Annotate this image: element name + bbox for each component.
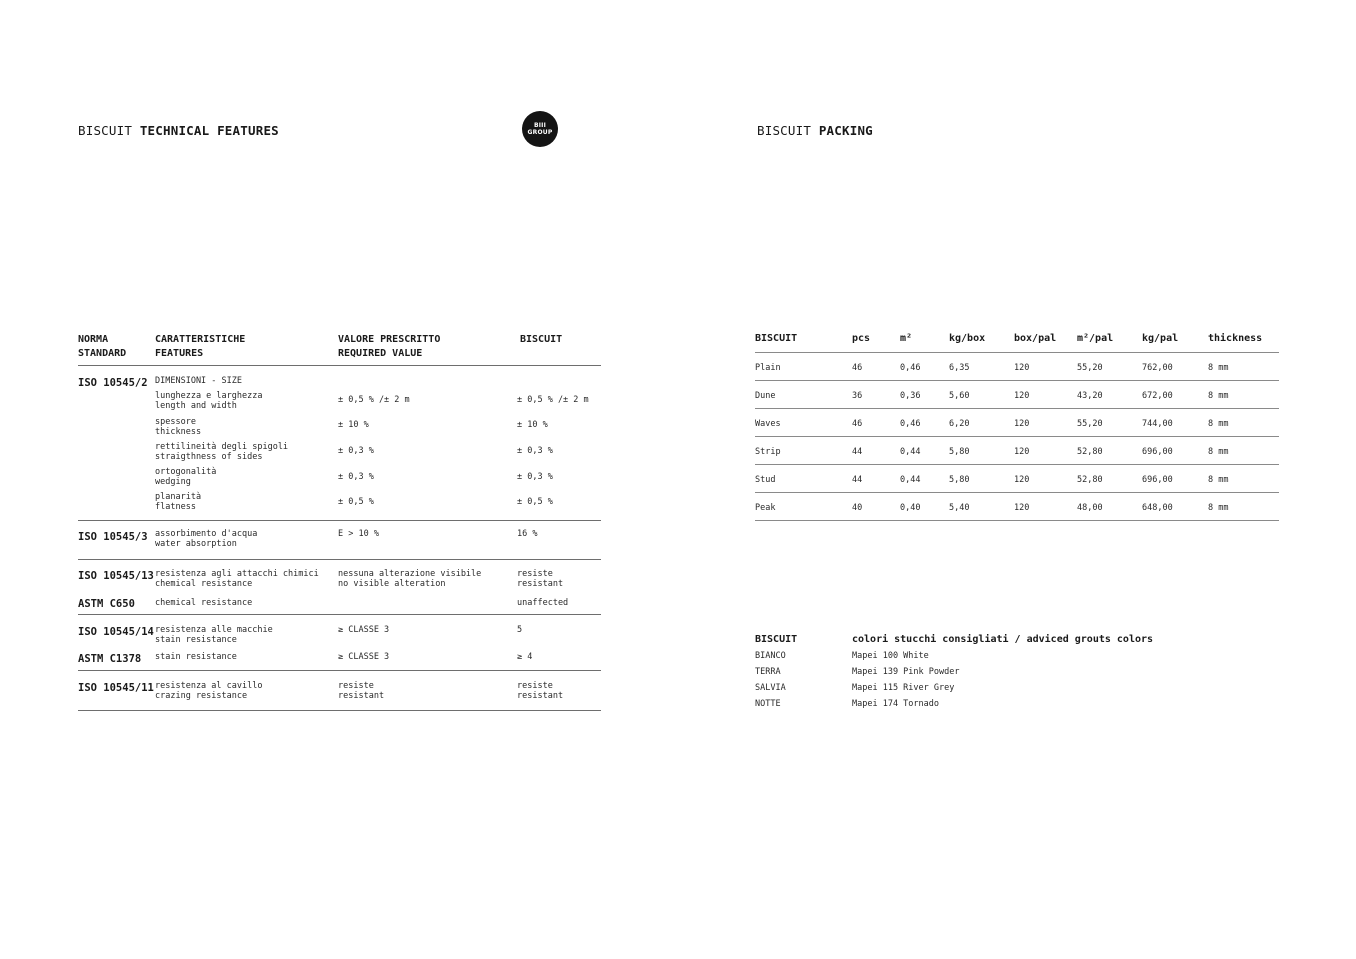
group-label: DIMENSIONI - SIZE (155, 376, 242, 386)
header-m2: m² (900, 333, 913, 344)
table-row: Stud 44 0,44 5,80 120 52,80 696,00 8 mm (755, 465, 1279, 493)
section-iso-10545-13: ISO 10545/13 resistenza agli attacchi chimici chemical resistance nessuna alterazione visibile no visible alteration resiste resistant ASTM C650 chemical resistance unaffected (78, 560, 601, 615)
header-kg-pal: kg/pal (1142, 333, 1179, 344)
header-pcs: pcs (852, 333, 871, 344)
standard-code: ASTM C1378 (78, 653, 142, 665)
list-item: BIANCO Mapei 100 White (755, 651, 929, 661)
header-box-pal: box/pal (1014, 333, 1057, 344)
list-item: TERRA Mapei 139 Pink Powder (755, 667, 960, 677)
section-iso-10545-14: ISO 10545/14 resistenza alle macchie stain resistance ≥ CLASSE 3 5 ASTM C1378 stain resistance ≥ CLASSE 3 ≥ 4 (78, 615, 601, 671)
table-row: Plain 46 0,46 6,35 120 55,20 762,00 8 mm (755, 353, 1279, 381)
standard-code: ISO 10545/3 (78, 531, 148, 543)
table-row: Waves 46 0,46 6,20 120 55,20 744,00 8 mm (755, 409, 1279, 437)
table-row: Peak 40 0,40 5,40 120 48,00 648,00 8 mm (755, 493, 1279, 521)
table-row: Strip 44 0,44 5,80 120 52,80 696,00 8 mm (755, 437, 1279, 465)
logo-line-2: GROUP (527, 129, 553, 136)
list-item: NOTTE Mapei 174 Tornado (755, 699, 939, 709)
title-main: PACKING (818, 123, 873, 138)
header-features: CARATTERISTICHE FEATURES (155, 334, 246, 359)
section-iso-10545-11: ISO 10545/11 resistenza al cavillo crazing resistance resiste resistant resiste resistant (78, 671, 601, 711)
biii-group-logo (522, 111, 558, 147)
grout-header-biscuit: BISCUIT (755, 634, 798, 645)
packing-title (757, 123, 873, 138)
header-standard: NORMA STANDARD (78, 334, 127, 359)
title-main: TECHNICAL FEATURES (139, 123, 279, 138)
title-prefix: BISCUIT (78, 123, 133, 138)
grout-header-colors: colori stucchi consigliati / adviced grouts colors (852, 634, 1154, 645)
section-iso-10545-2: ISO 10545/2 DIMENSIONI - SIZE lunghezza e larghezza length and width ± 0,5 % /± 2 m ± 0,5 % /± 2 m spessore thickness ± 10 % ± 10 % rettilineità degli spigoli straigthness of sides ± 0,3 % ± 0,3 % ortogonalità wedging ± 0,3 % ± 0,3 % planarità flatness ± 0,5 % ± 0,5 % (78, 366, 601, 521)
standard-code: ASTM C650 (78, 598, 135, 610)
packing-table (755, 333, 1279, 521)
table-header (78, 333, 601, 366)
table-header (755, 333, 1279, 353)
standard-code: ISO 10545/13 (78, 570, 154, 582)
standard-code: ISO 10545/11 (78, 682, 154, 694)
grout-colors-list (755, 634, 1175, 715)
standard-code: ISO 10545/2 (78, 377, 148, 389)
header-biscuit: BISCUIT (520, 334, 563, 345)
list-item: SALVIA Mapei 115 River Grey (755, 683, 955, 693)
standard-code: ISO 10545/14 (78, 626, 154, 638)
header-required-value: VALORE PRESCRITTO REQUIRED VALUE (338, 334, 441, 359)
header-kg-box: kg/box (949, 333, 986, 344)
technical-features-title (78, 123, 279, 138)
header-m2-pal: m²/pal (1077, 333, 1114, 344)
logo-line-1: BIII (533, 122, 547, 129)
title-prefix: BISCUIT (757, 123, 812, 138)
header-thickness: thickness (1208, 333, 1263, 344)
technical-features-table (78, 333, 601, 711)
table-row: Dune 36 0,36 5,60 120 43,20 672,00 8 mm (755, 381, 1279, 409)
header-biscuit: BISCUIT (755, 333, 798, 344)
grout-header (755, 634, 1175, 651)
section-iso-10545-3: ISO 10545/3 assorbimento d'acqua water absorption E > 10 % 16 % (78, 521, 601, 560)
